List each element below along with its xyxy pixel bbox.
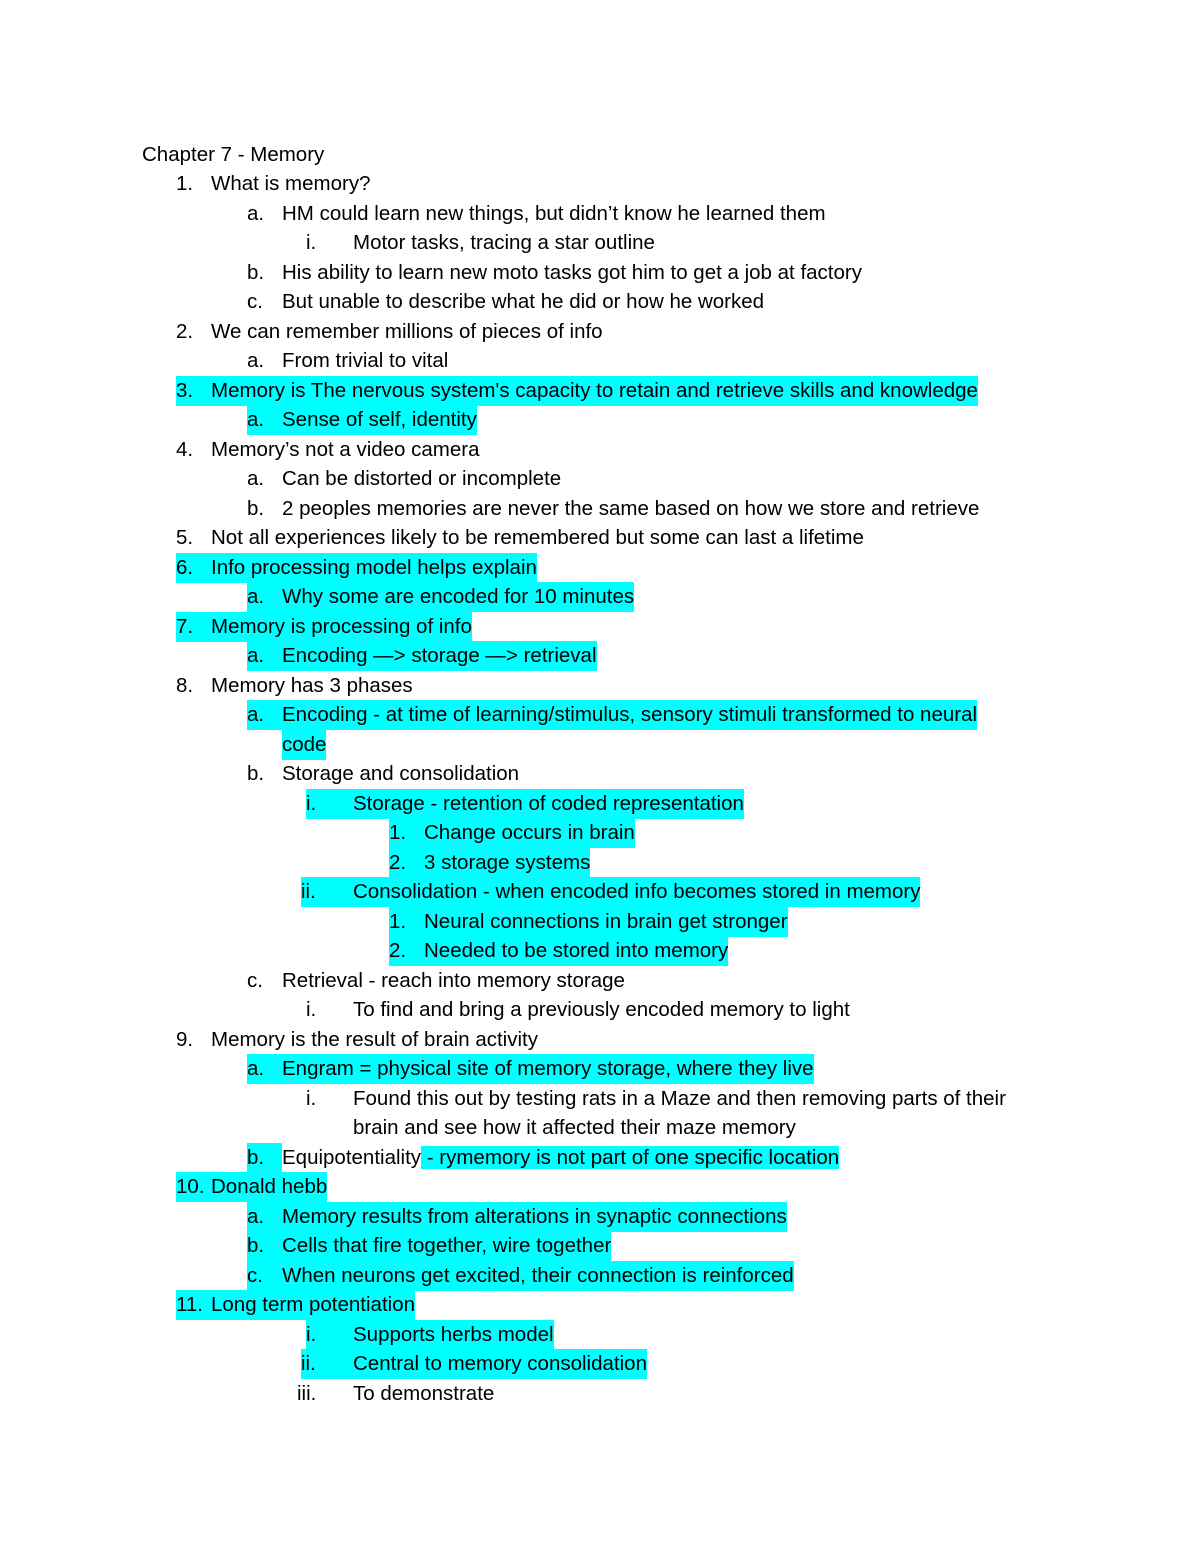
list-marker: a. <box>247 1202 282 1232</box>
list-marker: a. <box>247 582 282 612</box>
list-item-text <box>424 818 635 848</box>
item-text: Central to memory consolidation <box>353 1352 647 1375</box>
list-item-text <box>211 317 603 347</box>
list-marker: ii. <box>301 877 353 907</box>
item-text: brain and see how it affected their maze memory <box>353 1116 796 1139</box>
list-item-text <box>282 641 597 671</box>
list-marker: a. <box>247 700 282 730</box>
document-title: Chapter 7 - Memory <box>142 143 325 166</box>
item-text: What is memory? <box>211 172 371 195</box>
list-marker: a. <box>247 201 265 225</box>
list-item-text <box>353 1084 1006 1114</box>
list-item-text <box>282 346 448 376</box>
list-marker: i. <box>306 231 317 254</box>
list-item-text <box>282 405 477 435</box>
list-marker: b. <box>247 260 265 284</box>
list-item-text <box>353 1379 494 1409</box>
item-text: Cells that fire together, wire together <box>282 1234 612 1257</box>
list-marker: 6. <box>176 553 211 583</box>
list-marker: c. <box>247 1261 282 1291</box>
item-text: Storage - retention of coded representation <box>353 791 744 815</box>
item-text: Memory is processing of info <box>211 614 472 638</box>
item-text: When neurons get excited, their connection is reinforced <box>282 1263 794 1287</box>
list-item-text <box>211 1172 327 1202</box>
item-text: Motor tasks, tracing a star outline <box>353 231 655 254</box>
list-item-text <box>211 376 978 406</box>
list-marker: 3. <box>176 376 211 406</box>
item-text: Memory is the result of brain activity <box>211 1027 538 1051</box>
highlighted-text: - rymemory is not part of one specific location <box>421 1145 840 1169</box>
list-marker: 2. <box>176 319 194 343</box>
list-item-text <box>282 494 979 524</box>
list-marker: a. <box>247 405 282 435</box>
list-item-text <box>282 1054 814 1084</box>
list-marker: i. <box>306 789 353 819</box>
item-text: His ability to learn new moto tasks got him to get a job at factory <box>282 260 862 284</box>
item-text: Why some are encoded for 10 minutes <box>282 585 635 608</box>
item-text: Equipotentiality <box>282 1145 422 1169</box>
list-item-text <box>282 759 519 789</box>
list-item-text <box>353 1113 796 1143</box>
item-text: 3 storage systems <box>424 850 591 874</box>
list-item-text <box>282 464 561 494</box>
list-item-text <box>282 258 862 288</box>
list-item-text <box>211 553 537 583</box>
list-item-text <box>353 789 744 819</box>
list-item-text <box>353 995 850 1025</box>
list-marker: b. <box>247 496 265 520</box>
list-item-text <box>211 1025 538 1055</box>
list-item-text <box>282 582 634 612</box>
list-item-text <box>282 1231 611 1261</box>
list-item-text <box>211 1290 415 1320</box>
list-item-text <box>353 877 920 907</box>
list-marker: 2. <box>389 936 424 966</box>
list-marker: 2. <box>389 848 424 878</box>
list-item-text <box>424 848 590 878</box>
item-text: We can remember millions of pieces of info <box>211 319 603 343</box>
item-text: Not all experiences likely to be remembered but some can last a lifetime <box>211 526 864 549</box>
list-marker: a. <box>247 641 282 671</box>
item-text: code <box>282 732 327 756</box>
item-text: Encoding - at time of learning/stimulus, sensory stimuli transformed to neural <box>282 703 978 726</box>
item-text: To demonstrate <box>353 1381 495 1405</box>
list-marker: c. <box>247 968 263 992</box>
list-item-text <box>282 199 826 229</box>
list-marker: i. <box>306 998 317 1021</box>
list-item-text <box>353 1320 554 1350</box>
item-text: Memory has 3 phases <box>211 673 413 697</box>
item-text: Engram = physical site of memory storage, where they live <box>282 1057 814 1080</box>
list-marker: i. <box>306 1086 317 1110</box>
list-marker: iii. <box>297 1381 317 1405</box>
item-text: Memory’s not a video camera <box>211 437 480 461</box>
list-item-text <box>211 671 413 701</box>
list-marker: a. <box>247 1054 282 1084</box>
list-marker: ii. <box>301 1349 353 1379</box>
list-item-text <box>211 612 472 642</box>
item-text: Consolidation - when encoded info becomes stored in memory <box>353 880 921 903</box>
item-text: Can be distorted or incomplete <box>282 467 562 490</box>
item-text: Retrieval - reach into memory storage <box>282 968 625 992</box>
list-item-text <box>424 936 728 966</box>
item-text: 2 peoples memories are never the same based on how we store and retrieve <box>282 496 980 520</box>
list-marker: 11. <box>176 1290 211 1320</box>
list-marker: 4. <box>176 437 194 461</box>
list-item-text <box>211 169 370 199</box>
item-text: Sense of self, identity <box>282 408 477 431</box>
list-marker: 5. <box>176 526 194 549</box>
item-text: Found this out by testing rats in a Maze and then removing parts of their <box>353 1086 1006 1110</box>
list-item-text <box>353 228 655 258</box>
list-marker: 10. <box>176 1172 211 1202</box>
item-text: Neural connections in brain get stronger <box>424 909 788 933</box>
list-marker: 7. <box>176 612 211 642</box>
list-marker: 1. <box>389 818 424 848</box>
item-text: HM could learn new things, but didn’t know he learned them <box>282 201 826 225</box>
list-marker: a. <box>247 467 265 490</box>
list-item-text <box>282 1143 839 1173</box>
item-text: To find and bring a previously encoded memory to light <box>353 998 850 1021</box>
list-item-text <box>424 907 788 937</box>
list-marker: c. <box>247 290 263 313</box>
list-item-text <box>282 1202 787 1232</box>
list-marker: b. <box>247 1143 282 1173</box>
list-marker: b. <box>247 762 265 785</box>
item-text: Encoding —> storage —> retrieval <box>282 644 597 667</box>
list-marker: 8. <box>176 673 194 697</box>
item-text: Needed to be stored into memory <box>424 939 729 962</box>
list-item-text <box>282 966 625 996</box>
list-item-text <box>282 1261 794 1291</box>
list-marker: b. <box>247 1231 282 1261</box>
item-text: Storage and consolidation <box>282 762 520 785</box>
item-text: Donald hebb <box>211 1175 328 1198</box>
item-text: Memory is The nervous system's capacity to retain and retrieve skills and knowledge <box>211 378 978 402</box>
list-item-text <box>282 287 764 317</box>
list-marker: 1. <box>176 172 194 195</box>
list-marker: a. <box>247 349 265 372</box>
list-item-text <box>211 523 864 553</box>
item-text: From trivial to vital <box>282 349 449 372</box>
list-item-text <box>353 1349 647 1379</box>
item-text: Memory results from alterations in synaptic connections <box>282 1204 787 1228</box>
item-text: Long term potentiation <box>211 1293 415 1316</box>
list-marker: 9. <box>176 1027 194 1051</box>
list-item-text <box>282 700 977 730</box>
item-text: Info processing model helps explain <box>211 555 537 579</box>
item-text: Change occurs in brain <box>424 821 635 844</box>
list-item-text <box>211 435 480 465</box>
item-text: Supports herbs model <box>353 1322 554 1346</box>
list-marker: 1. <box>389 907 424 937</box>
list-item-text <box>282 730 326 760</box>
list-marker: i. <box>306 1320 353 1350</box>
item-text: But unable to describe what he did or how he worked <box>282 290 765 313</box>
